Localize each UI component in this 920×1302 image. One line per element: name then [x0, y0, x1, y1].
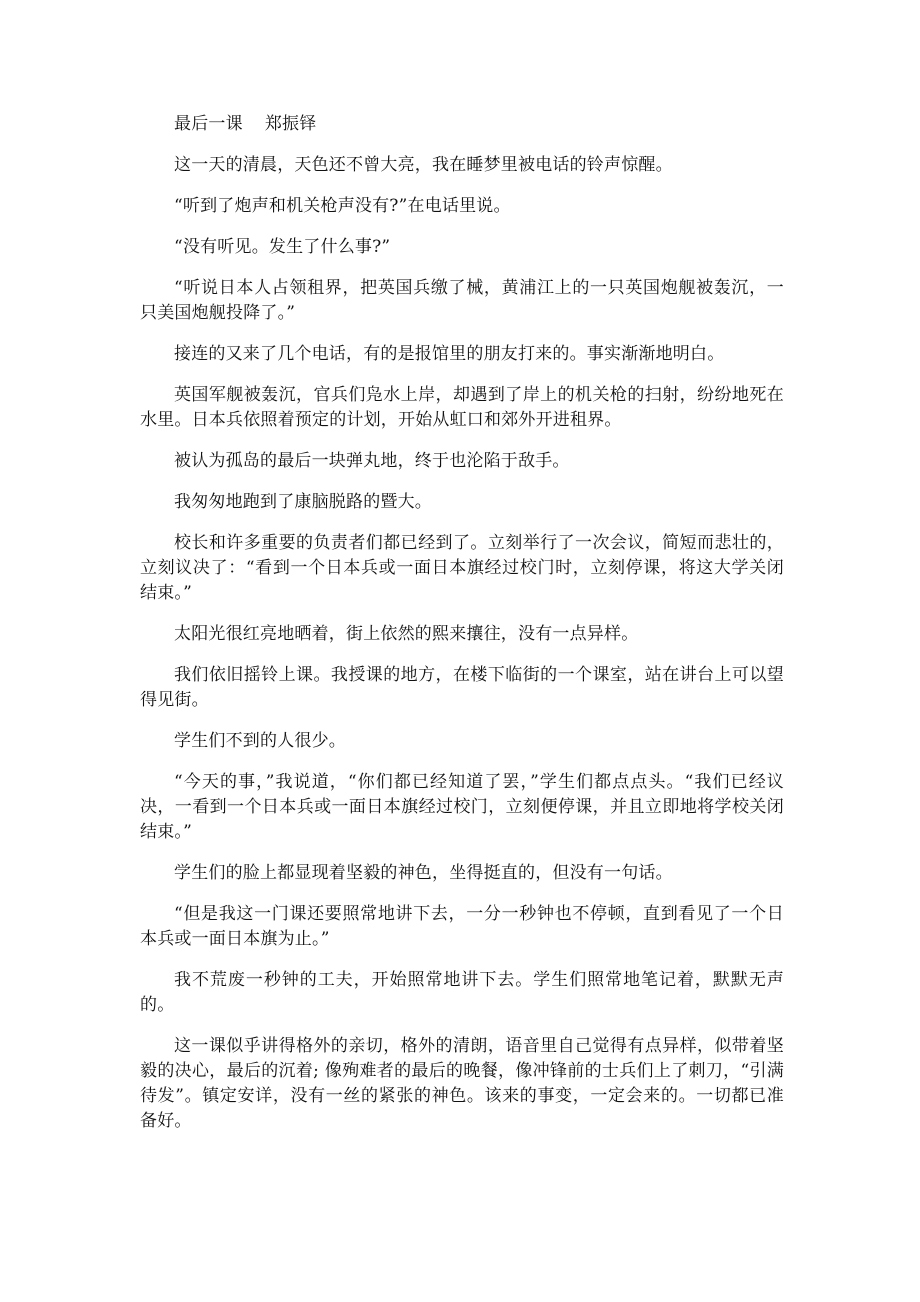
paragraph: 我们依旧摇铃上课。我授课的地方，在楼下临街的一个课室，站在讲台上可以望得见街。	[140, 665, 784, 710]
paragraph: 学生们的脸上都显现着坚毅的神色，坐得挺直的，但没有一句话。	[174, 863, 673, 883]
paragraph: 被认为孤岛的最后一块弹丸地，终于也沦陷于敌手。	[174, 451, 570, 471]
paragraph: 我不荒废一秒钟的工夫，开始照常地讲下去。学生们照常地笔记着，默默无声的。	[140, 970, 784, 1015]
paragraph: 校长和许多重要的负责者们都已经到了。立刻举行了一次会议，简短而悲壮的，立刻议决了：“看到一个日本兵或一面日本旗经过校门时，立刻停课，将这大学关闭结束。”	[140, 533, 784, 603]
paragraph: 这一天的清晨，天色还不曾大亮，我在睡梦里被电话的铃声惊醒。	[174, 155, 673, 175]
document-body	[140, 112, 784, 1150]
paragraph: 我匆匆地跑到了康脑脱路的暨大。	[174, 492, 432, 512]
paragraph: 这一课似乎讲得格外的亲切，格外的清朗，语音里自己觉得有点异样，似带着坚毅的决心，最后的沉着; 像殉难者的最后的晚餐，像冲锋前的士兵们上了刺刀，“引满待发”。镇定安详，没有一丝的紧张的神色。该来的事变，一定会来的。一切都已准备好。	[140, 1036, 784, 1131]
paragraph: 学生们不到的人很少。	[174, 731, 346, 751]
paragraph: 接连的又来了几个电话，有的是报馆里的朋友打来的。事实渐渐地明白。	[174, 344, 725, 364]
paragraph: 英国军舰被轰沉，官兵们凫水上岸，却遇到了岸上的机关枪的扫射，纷纷地死在水里。日本兵依照着预定的计划，开始从虹口和郊外开进租界。	[140, 385, 784, 430]
paragraph: “听到了炮声和机关枪声没有?”在电话里说。	[174, 196, 511, 216]
paragraph: “但是我这一门课还要照常地讲下去，一分一秒钟也不停顿，直到看见了一个日本兵或一面日本旗为止。”	[140, 904, 784, 949]
paragraph: “今天的事，”我说道，“你们都已经知道了罢，”学生们都点点头。“我们已经议决，一看到一个日本兵或一面日本旗经过校门，立刻便停课，并且立即地将学校关闭结束。”	[140, 772, 784, 842]
paragraph: “听说日本人占领租界，把英国兵缴了械，黄浦江上的一只英国炮舰被轰沉，一只美国炮舰投降了。”	[140, 278, 784, 323]
paragraph: “没有听见。发生了什么事?”	[174, 237, 391, 257]
document-title: 最后一课	[174, 114, 243, 134]
paragraph: 太阳光很红亮地晒着，街上依然的熙来攘往，没有一点异样。	[174, 624, 639, 644]
document-author: 郑振铎	[264, 114, 317, 134]
document-heading	[140, 112, 784, 137]
